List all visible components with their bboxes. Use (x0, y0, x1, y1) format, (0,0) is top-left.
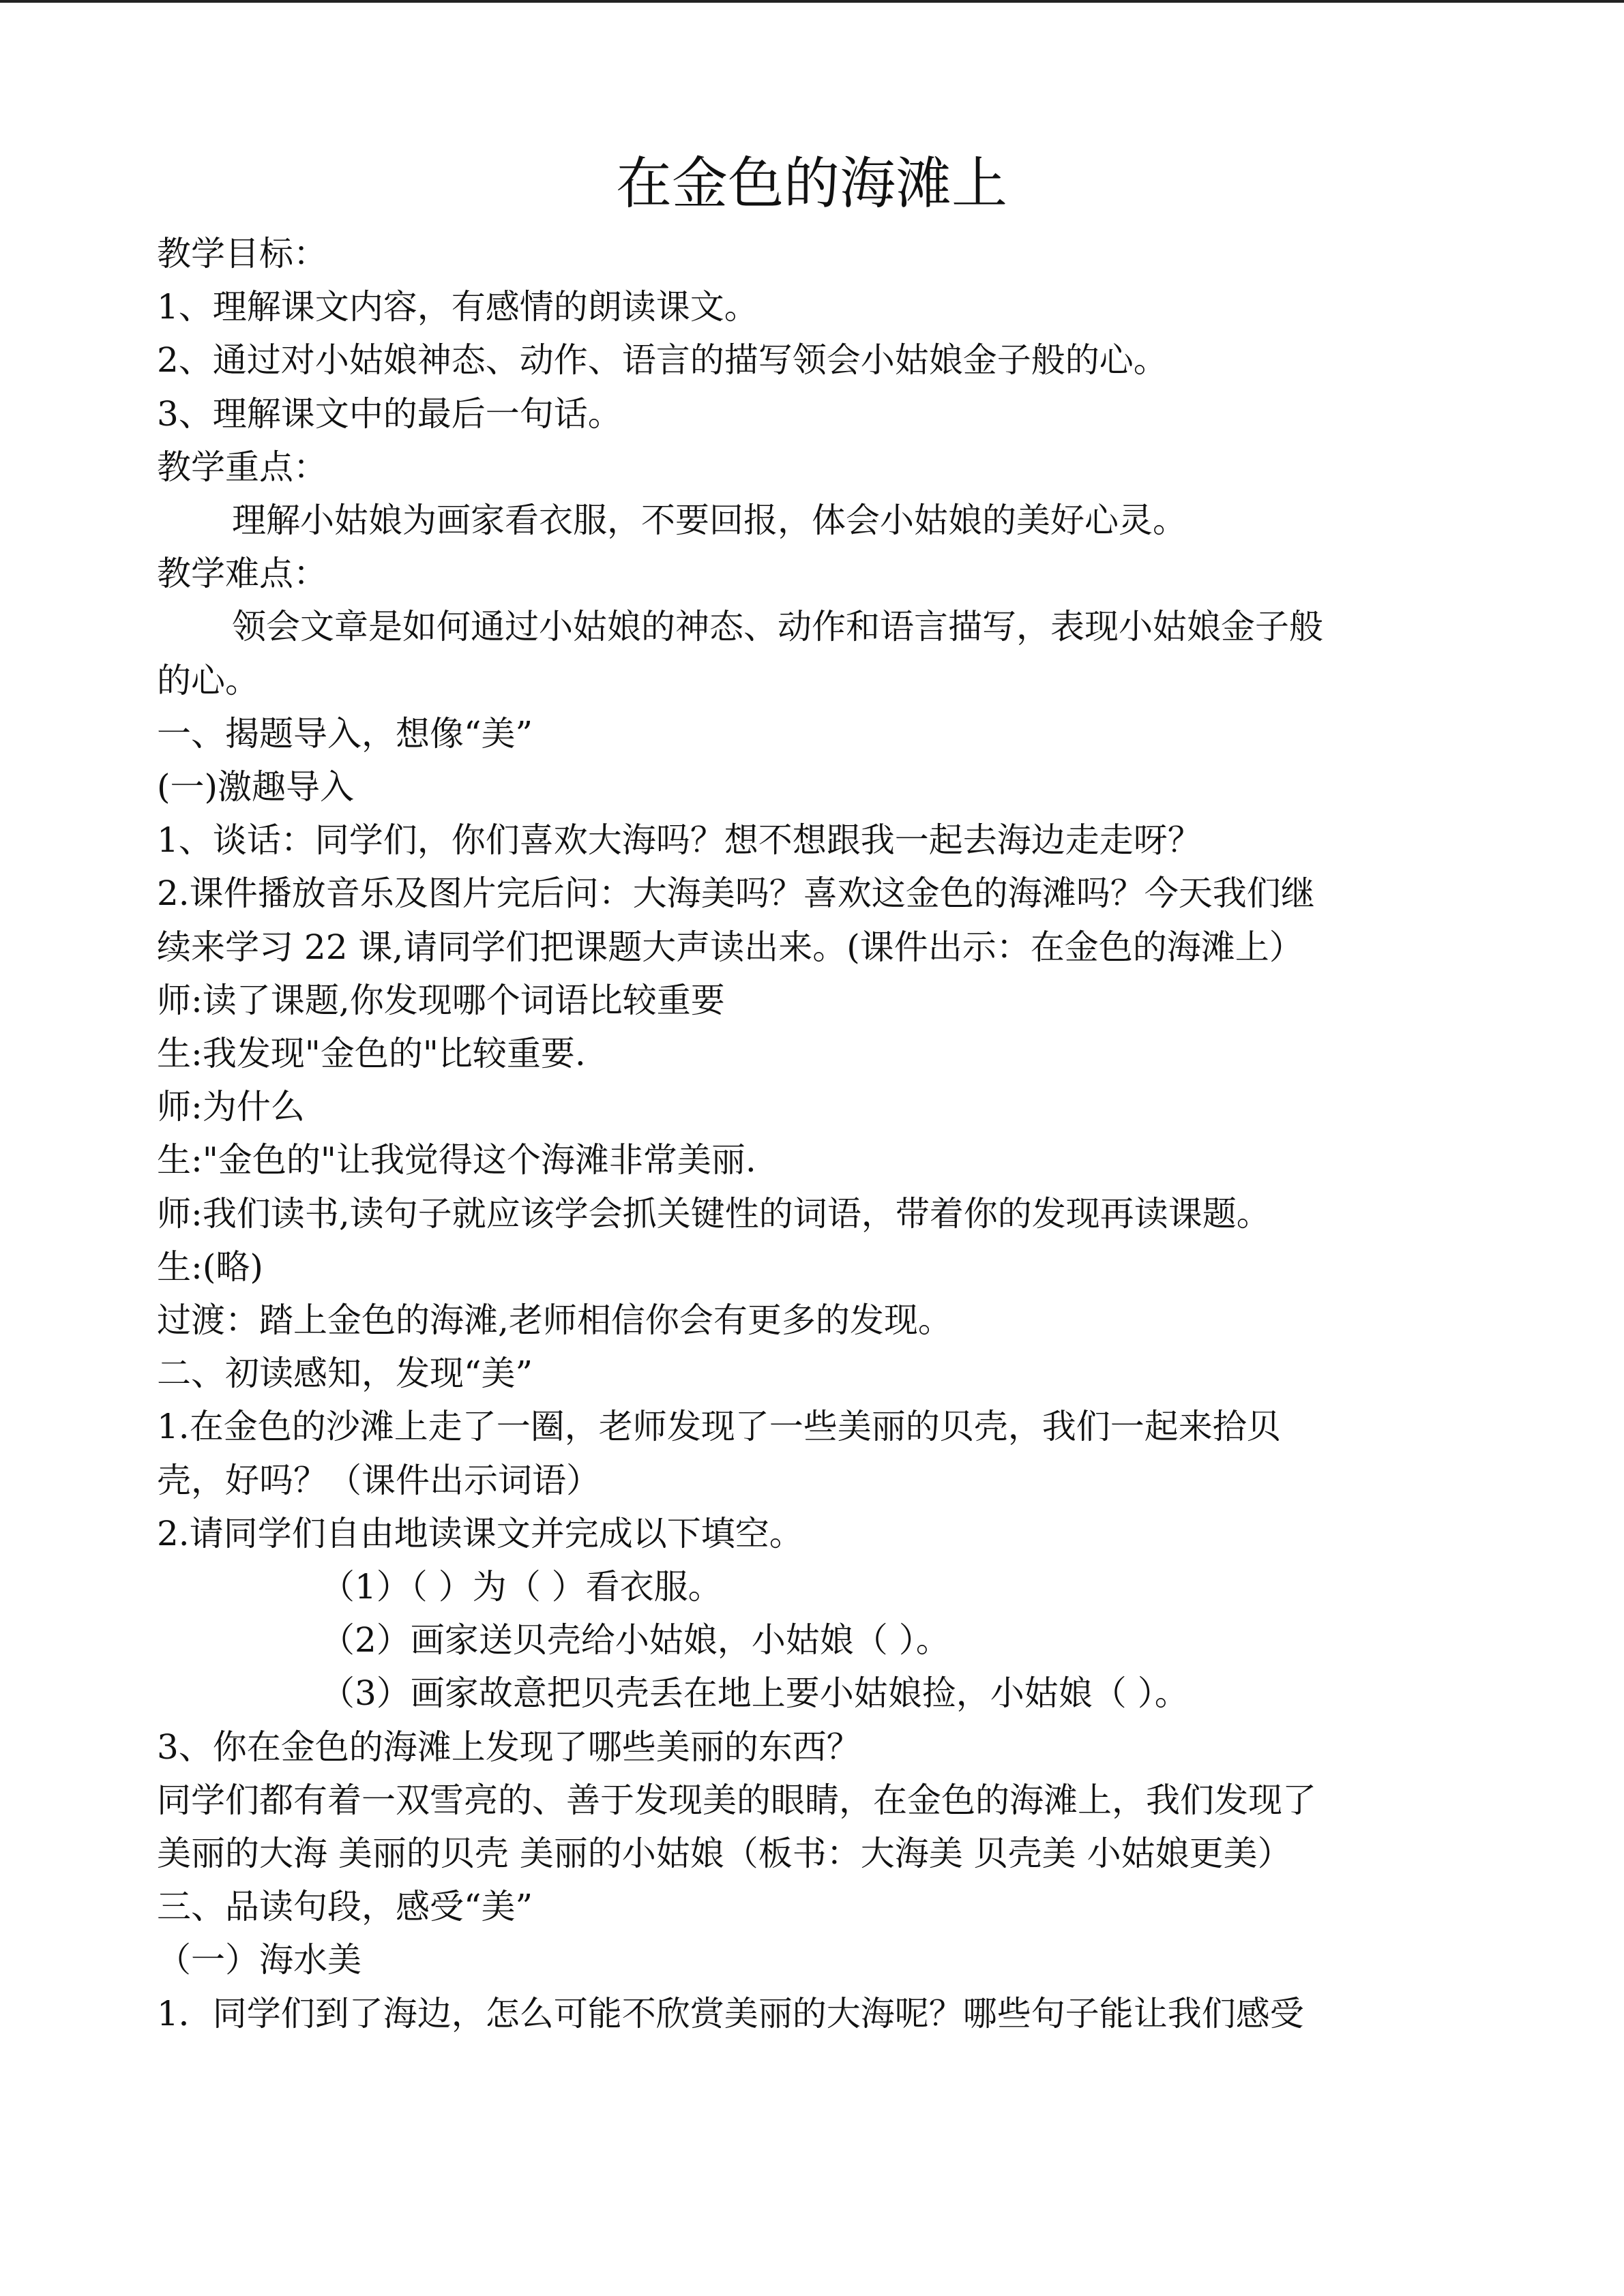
text-line: （一）海水美 (157, 1940, 361, 1980)
text-line: 2.课件播放音乐及图片完后问：大海美吗？喜欢这金色的海滩吗？今天我们继 (157, 874, 1315, 914)
text-line: 1.在金色的沙滩上走了一圈，老师发现了一些美丽的贝壳，我们一起来拾贝 (157, 1407, 1281, 1447)
text-line: 1、谈话：同学们，你们喜欢大海吗？想不想跟我一起去海边走走呀？ (157, 820, 1202, 861)
text-line: 美丽的大海 美丽的贝壳 美丽的小姑娘（板书：大海美 贝壳美 小姑娘更美） (157, 1834, 1292, 1873)
text-line: 生:(略) (157, 1247, 263, 1287)
text-line: (一)激趣导入 (157, 767, 355, 807)
text-line: 领会文章是如何通过小姑娘的神态、动作和语言描写，表现小姑娘金子般 (232, 607, 1323, 647)
text-line: 教学难点： (157, 554, 327, 594)
text-line: 2.请同学们自由地读课文并完成以下填空。 (157, 1513, 803, 1553)
page-top-border (0, 0, 1624, 3)
text-line: 教学重点： (157, 447, 327, 487)
text-line: 生:我发现"金色的"比较重要. (157, 1034, 586, 1073)
text-line: （1）（ ）为（ ）看衣服。 (321, 1567, 722, 1607)
text-line: 续来学习 22 课,请同学们把课题大声读出来。(课件出示：在金色的海滩上） (157, 927, 1303, 967)
text-line: 过渡：踏上金色的海滩,老师相信你会有更多的发现。 (157, 1300, 952, 1340)
text-line: 一、揭题导入，想像“美” (157, 713, 533, 754)
text-line: 同学们都有着一双雪亮的、善于发现美的眼睛，在金色的海滩上，我们发现了 (157, 1780, 1316, 1820)
text-line: 三、品读句段，感受“美” (157, 1887, 533, 1927)
text-line: 1．同学们到了海边，怎么可能不欣赏美丽的大海呢？哪些句子能让我们感受 (157, 1993, 1304, 2033)
text-line: 理解小姑娘为画家看衣服，不要回报，体会小姑娘的美好心灵。 (232, 501, 1187, 540)
text-line: 2、通过对小姑娘神态、动作、语言的描写领会小姑娘金子般的心。 (157, 340, 1168, 381)
text-line: 师:读了课题,你发现哪个词语比较重要 (157, 980, 725, 1020)
text-line: 师:为什么 (157, 1087, 305, 1127)
text-line: 1、理解课文内容，有感情的朗读课文。 (157, 287, 758, 327)
document-title: 在金色的海滩上 (615, 151, 1007, 216)
text-line: 3、你在金色的海滩上发现了哪些美丽的东西？ (157, 1727, 861, 1767)
text-line: 二、初读感知，发现“美” (157, 1354, 533, 1394)
text-line: 壳，好吗？（课件出示词语） (157, 1460, 600, 1500)
text-line: （2）画家送贝壳给小姑娘，小姑娘（ ）。 (321, 1620, 950, 1660)
text-line: 生:"金色的"让我觉得这个海滩非常美丽. (157, 1140, 756, 1180)
text-line: 师:我们读书,读句子就应该学会抓关键性的词语，带着你的发现再读课题。 (157, 1193, 1271, 1234)
text-line: 教学目标： (157, 234, 327, 273)
text-line: 的心。 (157, 660, 259, 700)
text-line: （3）画家故意把贝壳丢在地上要小姑娘捡，小姑娘（ ）。 (321, 1673, 1189, 1714)
text-line: 3、理解课文中的最后一句话。 (157, 393, 622, 434)
